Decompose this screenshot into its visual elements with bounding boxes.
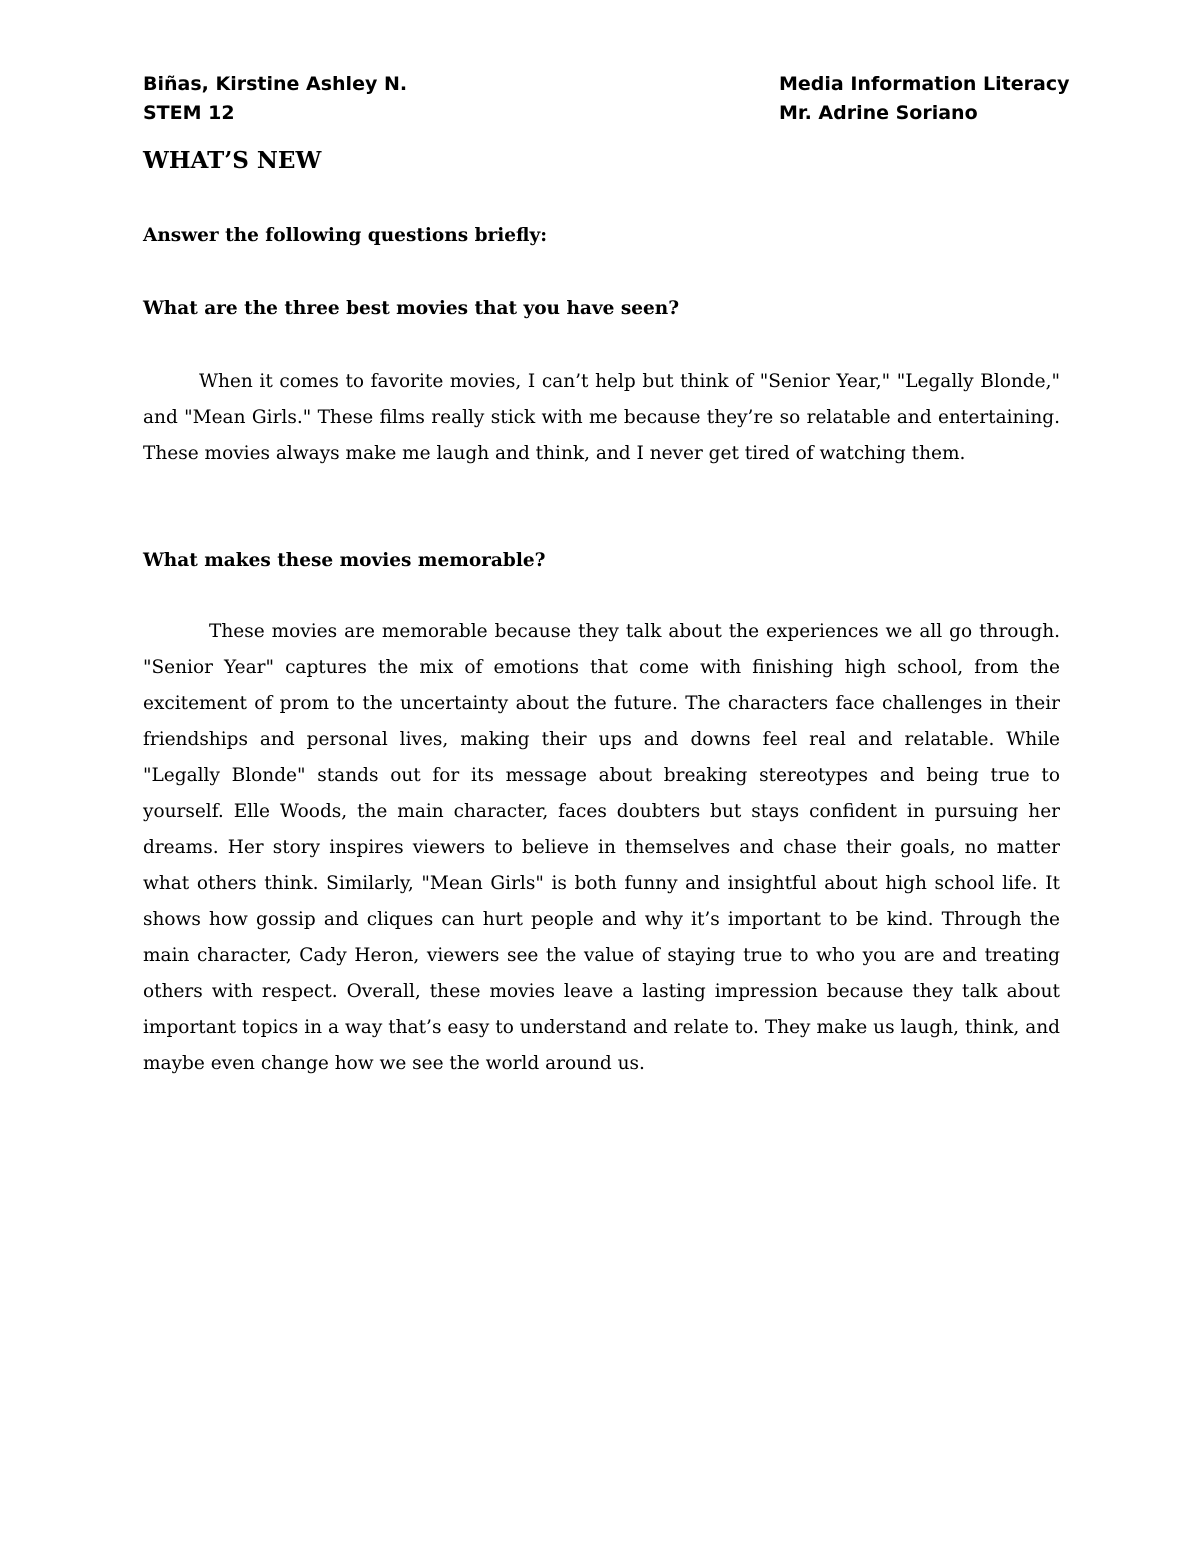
- instructions: Answer the following questions briefly:: [143, 225, 548, 246]
- question-2: What makes these movies memorable?: [143, 550, 546, 571]
- section-title: WHAT’S NEW: [143, 147, 322, 174]
- answer-1: When it comes to favorite movies, I can’t help but think of "Senior Year," "Legally Blonde," and "Mean Girls." These films really stick with me because they’re so relatable and entertaining. These movies always make me laugh and think, and I never get tired of watching them.: [143, 371, 1060, 464]
- class-section: STEM 12: [143, 102, 235, 124]
- answer-2: These movies are memorable because they talk about the experiences we all go through. "Senior Year" captures the mix of emotions that come with finishing high school, from the excitement of prom to the uncertainty about the future. The characters face challenges in their friendships and personal lives, making their ups and downs feel real and relatable. While "Legally Blonde" stands out for its message about breaking stereotypes and being true to yourself. Elle Woods, the main character, faces doubters but stays confident in pursuing her dreams. Her story inspires viewers to believe in themselves and chase their goals, no matter what others think. Similarly, "Mean Girls" is both funny and insightful about high school life. It shows how gossip and cliques can hurt people and why it’s important to be kind. Through the main character, Cady Heron, viewers see the value of staying true to who you are and treating others with respect. Overall, these movies leave a lasting impression because they talk about important topics in a way that’s easy to understand and relate to. They make us laugh, think, and maybe even change how we see the world around us.: [143, 621, 1060, 1074]
- question-1: What are the three best movies that you have seen?: [143, 298, 680, 319]
- teacher-name: Mr. Adrine Soriano: [779, 102, 978, 124]
- subject-name: Media Information Literacy: [779, 73, 1070, 95]
- student-name: Biñas, Kirstine Ashley N.: [143, 73, 408, 95]
